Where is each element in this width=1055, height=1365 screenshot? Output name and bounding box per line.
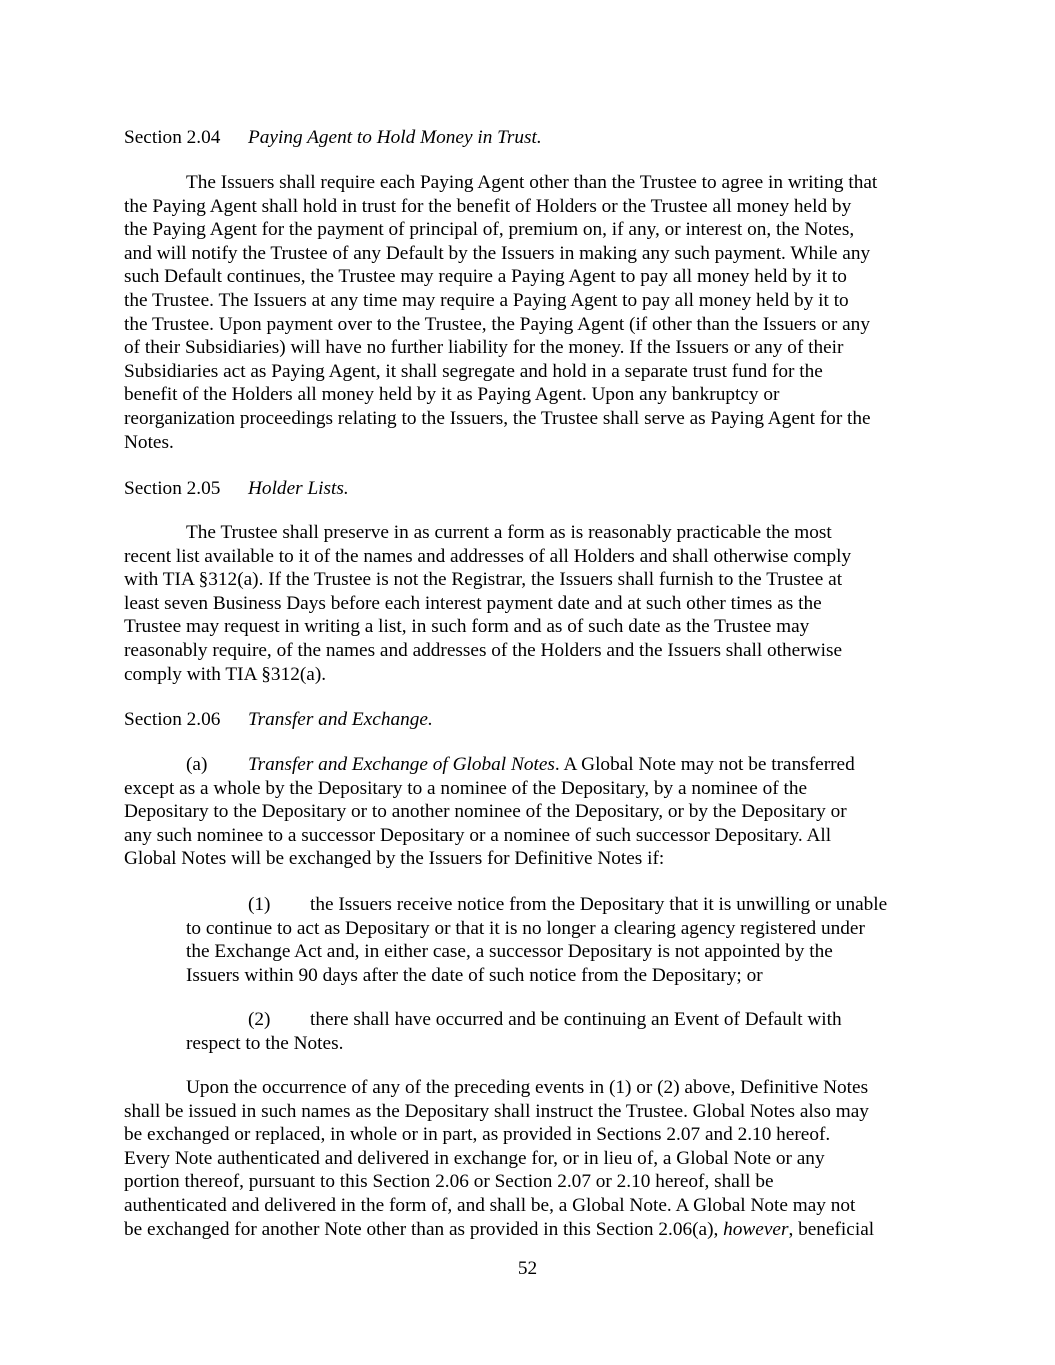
text-line: the Paying Agent shall hold in trust for the benefit of Holders or the Trustee all money held by bbox=[124, 195, 852, 217]
section-number: Section 2.04 bbox=[124, 127, 221, 148]
text-line: portion thereof, pursuant to this Section 2.06 or Section 2.07 or 2.10 hereof, shall be bbox=[124, 1171, 774, 1193]
text-line: Depositary to the Depositary or to another nominee of the Depositary, or by the Depositary or bbox=[124, 801, 847, 823]
text-line: The Issuers shall require each Paying Agent other than the Trustee to agree in writing that bbox=[186, 172, 878, 193]
text-line: comply with TIA §312(a). bbox=[124, 663, 327, 685]
clause-text: there shall have occurred and be continuing an Event of Default with bbox=[310, 1009, 842, 1030]
section-title: Holder Lists. bbox=[248, 478, 349, 499]
clause-label: (1) bbox=[248, 894, 271, 915]
clause-title: Transfer and Exchange of Global Notes bbox=[248, 754, 555, 775]
text-line: Upon the occurrence of any of the preceding events in (1) or (2) above, Definitive Notes bbox=[186, 1077, 869, 1098]
text-line: be exchanged or replaced, in whole or in part, as provided in Sections 2.07 and 2.10 hereof. bbox=[124, 1124, 831, 1146]
clause-label: (2) bbox=[248, 1009, 271, 1030]
section-2-04-heading bbox=[124, 126, 542, 150]
text-line: Notes. bbox=[124, 431, 174, 453]
text-line: Every Note authenticated and delivered in exchange for, or in lieu of, a Global Note or any bbox=[124, 1147, 825, 1169]
text-line: least seven Business Days before each interest payment date and at such other times as the bbox=[124, 592, 822, 614]
section-number: Section 2.05 bbox=[124, 478, 221, 499]
text-segment: be exchanged for another Note other than as provided in this Section 2.06(a), bbox=[124, 1218, 724, 1240]
clause-1-first-line bbox=[186, 893, 932, 917]
text-line: The Trustee shall preserve in as current a form as is reasonably practicable the most bbox=[186, 522, 832, 543]
text-line: authenticated and delivered in the form of, and shall be, a Global Note. A Global Note may not bbox=[124, 1194, 856, 1216]
section-2-06-heading bbox=[124, 708, 433, 732]
text-line: such Default continues, the Trustee may require a Paying Agent to pay all money held by it to bbox=[124, 266, 847, 288]
text-segment: , beneficial bbox=[788, 1218, 875, 1240]
clause-text: . A Global Note may not be transferred bbox=[554, 754, 855, 775]
text-line: the Exchange Act and, in either case, a successor Depositary is not appointed by the bbox=[186, 941, 833, 963]
text-line: of their Subsidiaries) will have no further liability for the money. If the Issuers or any of their bbox=[124, 337, 844, 359]
text-line: respect to the Notes. bbox=[186, 1032, 344, 1054]
clause-2 bbox=[186, 1008, 932, 1055]
text-line: shall be issued in such names as the Depositary shall instruct the Trustee. Global Notes also may bbox=[124, 1100, 869, 1122]
text-line: benefit of the Holders all money held by it as Paying Agent. Upon any bankruptcy or bbox=[124, 384, 780, 406]
clause-a-first-line bbox=[124, 753, 932, 777]
text-line: reorganization proceedings relating to the Issuers, the Trustee shall serve as Paying Agent for the bbox=[124, 407, 871, 429]
text-line-last bbox=[124, 1218, 932, 1242]
text-line: reasonably require, of the names and addresses of the Holders and the Issuers shall otherwise bbox=[124, 639, 843, 661]
text-line: Global Notes will be exchanged by the Issuers for Definitive Notes if: bbox=[124, 848, 665, 870]
text-line: recent list available to it of the names and addresses of all Holders and shall otherwise comply bbox=[124, 545, 852, 567]
emphasis-text: however bbox=[723, 1218, 789, 1240]
section-title: Paying Agent to Hold Money in Trust. bbox=[248, 127, 542, 148]
text-line: Issuers within 90 days after the date of such notice from the Depositary; or bbox=[186, 964, 763, 986]
text-line: with TIA §312(a). If the Trustee is not the Registrar, the Issuers shall furnish to the Trustee at bbox=[124, 569, 843, 591]
text-line: and will notify the Trustee of any Default by the Issuers in making any such payment. While any bbox=[124, 242, 871, 264]
section-title: Transfer and Exchange. bbox=[248, 709, 433, 730]
clause-2-first-line bbox=[186, 1008, 932, 1032]
text-line: Trustee may request in writing a list, in such form and as of such date as the Trustee may bbox=[124, 616, 810, 638]
section-2-05-body bbox=[124, 521, 932, 686]
text-line: the Trustee. The Issuers at any time may require a Paying Agent to pay all money held by it to bbox=[124, 289, 849, 311]
clause-text: the Issuers receive notice from the Depositary that it is unwilling or unable bbox=[310, 894, 888, 915]
text-line: the Paying Agent for the payment of principal of, premium on, if any, or interest on, the Notes, bbox=[124, 219, 855, 241]
text-line: Subsidiaries act as Paying Agent, it shall segregate and hold in a separate trust fund for the bbox=[124, 360, 823, 382]
text-line: the Trustee. Upon payment over to the Trustee, the Paying Agent (if other than the Issuers or any bbox=[124, 313, 870, 335]
section-2-04-body bbox=[124, 171, 932, 454]
section-number: Section 2.06 bbox=[124, 709, 221, 730]
section-2-05-heading bbox=[124, 477, 349, 501]
clause-1 bbox=[186, 893, 932, 987]
clause-a bbox=[124, 753, 932, 871]
text-line: except as a whole by the Depositary to a nominee of the Depositary, by a nominee of the bbox=[124, 777, 808, 799]
text-line: any such nominee to a successor Depositary or a nominee of such successor Depositary. All bbox=[124, 824, 832, 846]
page-number: 52 bbox=[517, 1258, 538, 1279]
clause-label: (a) bbox=[186, 754, 208, 775]
text-line: to continue to act as Depositary or that it is no longer a clearing agency registered under bbox=[186, 917, 865, 939]
section-2-06-paragraph bbox=[124, 1076, 932, 1241]
